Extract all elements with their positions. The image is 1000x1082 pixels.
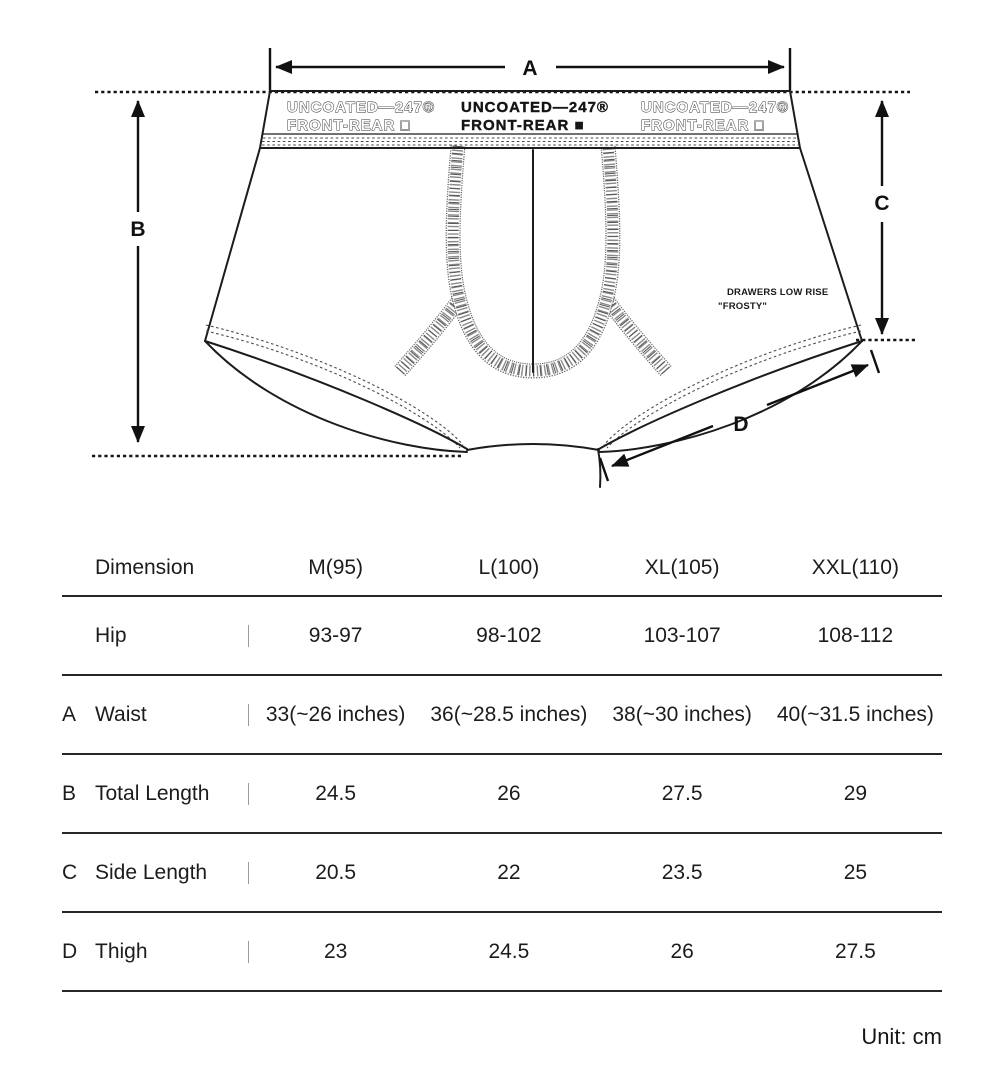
row-separator [248, 783, 249, 805]
table-cell: 24.5 [488, 939, 530, 963]
table-row-side-length [62, 834, 942, 913]
dimension-d [600, 350, 879, 481]
right-crotch-edge [598, 449, 600, 487]
row-label: Side Length [95, 860, 208, 884]
table-cell: 29 [843, 781, 868, 805]
table-cell: 26 [497, 781, 521, 805]
waistband-logo-right-line2: FRONT-REAR □ [641, 117, 765, 134]
dimension-b-label: B [130, 218, 146, 241]
table-cell: 33(~26 inches) [265, 702, 406, 726]
column-header-size-xl: XL(105) [644, 555, 720, 579]
row-letter: C [62, 860, 78, 884]
row-label: Waist [95, 702, 147, 726]
table-cell: 38(~30 inches) [612, 702, 752, 726]
row-letter: A [62, 702, 77, 726]
row-separator [248, 625, 249, 647]
row-separator [248, 862, 249, 884]
boxer-brief-sketch [205, 91, 862, 487]
right-fork-seam-band [607, 300, 666, 371]
dimension-d-right-tick [871, 350, 879, 373]
table-cell: 103-107 [643, 623, 721, 647]
table-cell: 98-102 [476, 623, 542, 647]
table-cell: 23.5 [661, 860, 703, 884]
left-leg-opening-top [205, 341, 467, 449]
table-cell: 25 [843, 860, 868, 884]
size-table [62, 540, 942, 992]
row-letter: D [62, 939, 78, 963]
dimension-a [270, 48, 790, 90]
column-header-dimension: Dimension [95, 555, 195, 579]
dimension-d-arrow-left [612, 426, 713, 466]
table-row-thigh [62, 913, 942, 992]
table-cell: 27.5 [661, 781, 703, 805]
dimension-d-arrow-right [767, 365, 868, 405]
table-cell: 24.5 [315, 781, 357, 805]
table-cell: 27.5 [834, 939, 876, 963]
row-separator [248, 941, 249, 963]
dimension-b [130, 101, 145, 442]
waistband-logo-center-line2: FRONT-REAR ■ [461, 117, 585, 134]
column-header-size-xxl: XXL(110) [811, 555, 899, 579]
table-row-total-length [62, 755, 942, 834]
table-cell: 22 [497, 860, 521, 884]
table-cell: 20.5 [315, 860, 357, 884]
right-leg-opening-bottom [599, 341, 862, 452]
row-separator [248, 704, 249, 726]
leg-print-line1: DRAWERS LOW RISE [727, 287, 829, 298]
unit-note: Unit: cm [861, 1024, 942, 1049]
dimension-a-label: A [522, 57, 538, 80]
waistband-logo-center-line1: UNCOATED—247® [461, 99, 609, 116]
garment-diagram-svg [0, 0, 1000, 515]
column-header-size-m: M(95) [308, 555, 364, 579]
right-leg-opening-top [599, 341, 862, 449]
table-cell: 108-112 [817, 623, 894, 647]
table-row-waist [62, 676, 942, 755]
table-cell: 36(~28.5 inches) [430, 702, 588, 726]
row-letter: B [62, 781, 77, 805]
left-side-seam [205, 148, 260, 341]
dimension-d-label: D [733, 413, 749, 436]
dimension-c-label: C [874, 192, 890, 215]
dimension-c [874, 101, 889, 334]
garment-diagram [0, 0, 1000, 515]
row-label: Hip [95, 623, 127, 647]
column-header-size-l: L(100) [478, 555, 540, 579]
waistband-logo-left-line1: UNCOATED—247® [287, 99, 435, 116]
table-cell: 93-97 [308, 623, 363, 647]
row-label: Thigh [95, 939, 148, 963]
waistband-logo-right-line1: UNCOATED—247® [641, 99, 789, 116]
table-header-row [62, 540, 942, 597]
table-cell: 23 [323, 939, 348, 963]
table-cell: 26 [670, 939, 694, 963]
table-cell: 40(~31.5 inches) [776, 702, 934, 726]
table-row-hip [62, 597, 942, 676]
leg-print-line2: "FROSTY" [718, 301, 768, 312]
crotch-curve [467, 444, 599, 450]
row-label: Total Length [95, 781, 210, 805]
left-fork-seam-band [400, 300, 459, 371]
header-dimension-cell [62, 540, 249, 595]
waistband-logo-left-line2: FRONT-REAR □ [287, 117, 411, 134]
left-leg-opening-bottom [205, 341, 467, 452]
right-side-seam [800, 148, 862, 341]
